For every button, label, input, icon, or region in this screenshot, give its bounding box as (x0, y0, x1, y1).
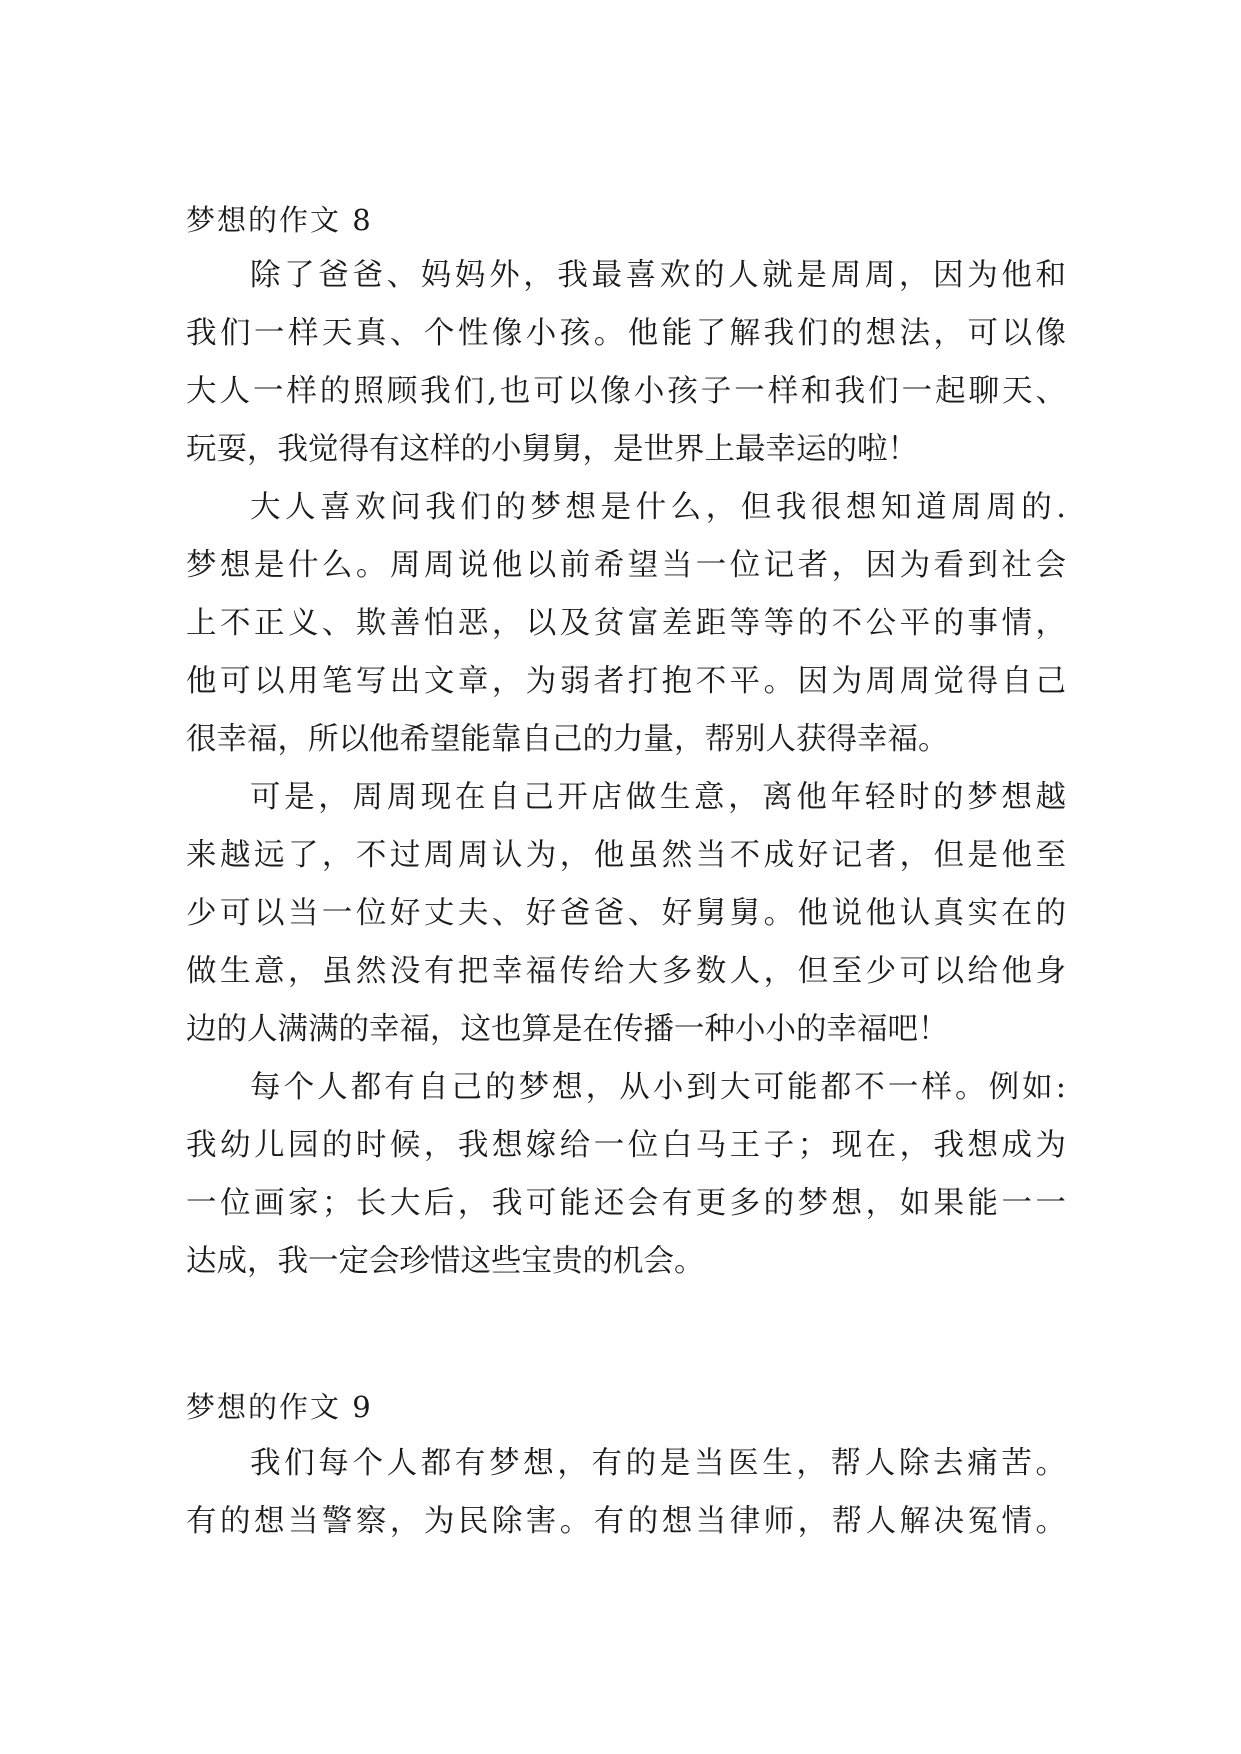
text-line: 少可以当一位好丈夫、好爸爸、好舅舅。他说他认真实在的 (186, 896, 1066, 931)
text-line: 有的想当警察，为民除害。有的想当律师，帮人解决冤情。 (186, 1504, 1066, 1539)
text-line: 边的人满满的幸福，这也算是在传播一种小小的幸福吧！ (186, 1012, 949, 1047)
paragraph (186, 769, 1066, 1059)
text-line: 梦想是什么。周周说他以前希望当一位记者，因为看到社会 (186, 548, 1066, 583)
paragraph (186, 479, 1066, 769)
text-line: 除了爸爸、妈妈外，我最喜欢的人就是周周，因为他和 (250, 258, 1066, 293)
text-line: 大人喜欢问我们的梦想是什么，但我很想知道周周的. (250, 490, 1066, 525)
text-line: 很幸福，所以他希望能靠自己的力量，帮别人获得幸福。 (186, 722, 949, 757)
paragraph (186, 1059, 1066, 1291)
text-line: 我们每个人都有梦想，有的是当医生，帮人除去痛苦。 (250, 1446, 1066, 1481)
text-line: 大人一样的照顾我们,也可以像小孩子一样和我们一起聊天、 (186, 374, 1066, 409)
text-line: 玩耍，我觉得有这样的小舅舅，是世界上最幸运的啦！ (186, 432, 918, 467)
text-line: 每个人都有自己的梦想，从小到大可能都不一样。例如: (250, 1070, 1066, 1105)
text-line: 来越远了，不过周周认为，他虽然当不成好记者，但是他至 (186, 838, 1066, 873)
text-line: 可是，周周现在自己开店做生意，离他年轻时的梦想越 (250, 780, 1066, 815)
text-line: 我们一样天真、个性像小孩。他能了解我们的想法，可以像 (186, 316, 1066, 351)
text-line: 做生意，虽然没有把幸福传给大多数人，但至少可以给他身 (186, 954, 1066, 989)
text-line: 我幼儿园的时候，我想嫁给一位白马王子；现在，我想成为 (186, 1128, 1066, 1163)
paragraph (186, 1435, 1066, 1551)
paragraph (186, 247, 1066, 479)
section-title: 梦想的作文 9 (186, 1390, 373, 1424)
section-title: 梦想的作文 8 (186, 203, 373, 237)
text-line: 他可以用笔写出文章，为弱者打抱不平。因为周周觉得自己 (186, 664, 1066, 699)
text-line: 达成，我一定会珍惜这些宝贵的机会。 (186, 1244, 705, 1279)
text-line: 上不正义、欺善怕恶，以及贫富差距等等的不公平的事情， (186, 606, 1066, 641)
text-line: 一位画家；长大后，我可能还会有更多的梦想，如果能一一 (186, 1186, 1066, 1221)
